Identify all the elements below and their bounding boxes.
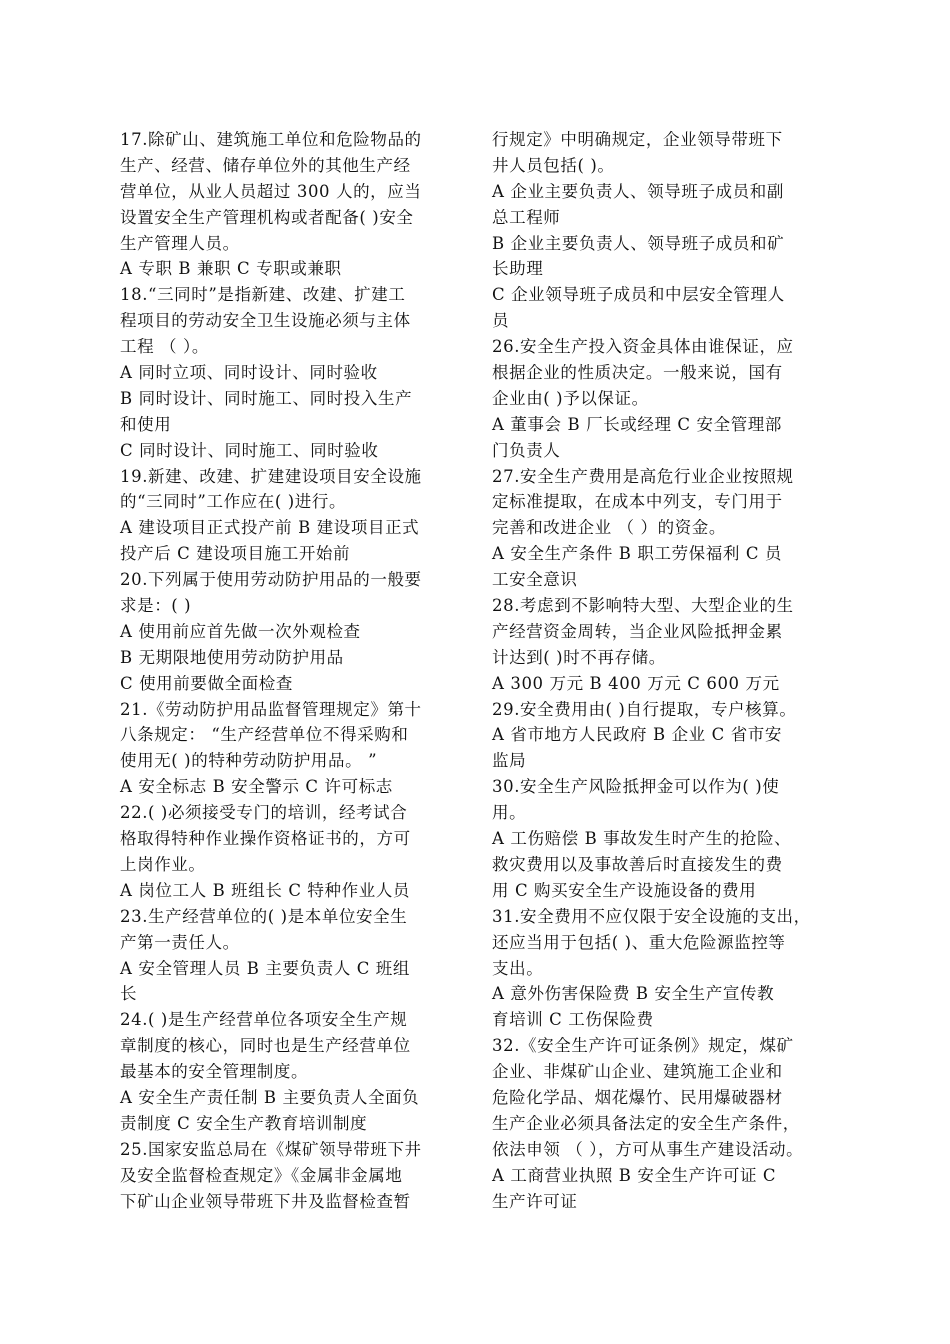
left-column-line: 24.( )是生产经营单位各项安全生产规 [120, 1010, 408, 1030]
right-column-line: A 企业主要负责人、领导班子成员和副 [492, 181, 784, 201]
left-column-line: A 安全标志 B 安全警示 C 许可标志 [120, 777, 393, 797]
right-column-line: A 董事会 B 厂长或经理 C 安全管理部 [492, 414, 782, 434]
right-column-line: 用。 [492, 803, 527, 823]
right-column-line: A 意外伤害保险费 B 安全生产宣传教 [492, 984, 775, 1004]
right-column-line: 行规定》中明确规定，企业领导带班下 [492, 130, 783, 149]
right-column-line: C 企业领导班子成员和中层安全管理人 [492, 285, 785, 305]
right-column-line: 企业由( )予以保证。 [492, 388, 649, 408]
right-column-line: 救灾费用以及事故善后时直接发生的费 [492, 854, 783, 874]
left-column-line: 营单位，从业人员超过 300 人的，应当 [120, 181, 422, 201]
right-column-line: A 安全生产条件 B 职工劳保福利 C 员 [492, 544, 782, 564]
left-column-line: 21.《劳动防护用品监督管理规定》第十 [120, 699, 422, 719]
left-column-line: A 岗位工人 B 班组长 C 特种作业人员 [120, 880, 410, 900]
left-column-line: 上岗作业。 [120, 854, 206, 874]
left-column-line: A 建设项目正式投产前 B 建设项目正式 [120, 518, 420, 538]
left-column-line: 长 [120, 984, 138, 1004]
left-column-line: A 专职 B 兼职 C 专职或兼职 [120, 259, 342, 279]
right-column-line: 长助理 [492, 259, 544, 279]
left-column-line: A 安全管理人员 B 主要负责人 C 班组 [120, 958, 410, 978]
right-column-line: 27.安全生产费用是高危行业企业按照规 [492, 466, 794, 486]
left-column-line: 产第一责任人。 [120, 932, 240, 952]
left-column-line: A 安全生产责任制 B 主要负责人全面负 [120, 1087, 420, 1107]
right-column-line: 依法申领 （ ），方可从事生产建设活动。 [492, 1139, 804, 1159]
left-text-column [120, 127, 462, 1214]
left-column-line: B 同时设计、同时施工、同时投入生产 [120, 388, 413, 408]
right-column-line: 32.《安全生产许可证条例》规定，煤矿 [492, 1036, 794, 1056]
right-column-line: 26.安全生产投入资金具体由谁保证，应 [492, 337, 794, 357]
right-column-line: 工安全意识 [492, 570, 578, 590]
right-column-line: 31.安全费用不应仅限于安全设施的支出， [492, 906, 811, 926]
left-column-line: C 使用前要做全面检查 [120, 673, 293, 693]
left-column-line: 20.下列属于使用劳动防护用品的一般要 [120, 570, 422, 590]
left-column-line: 和使用 [120, 414, 172, 434]
right-column-line: 总工程师 [492, 207, 561, 227]
right-column-line: 计达到( )时不再存储。 [492, 647, 666, 667]
left-column-line: 22.( )必须接受专门的培训，经考试合 [120, 803, 408, 823]
left-column-line: 的“三同时”工作应在( )进行。 [120, 492, 347, 512]
right-column-line: 30.安全生产风险抵押金可以作为( )使 [492, 777, 780, 797]
right-column-line: 支出。 [492, 958, 544, 978]
right-column-line: 28.考虑到不影响特大型、大型企业的生 [492, 596, 794, 616]
left-column-line: 生产管理人员。 [120, 233, 240, 253]
right-column-line: 门负责人 [492, 440, 561, 460]
left-column-line: 求是：( ) [120, 596, 192, 616]
left-column-line: 生产、经营、储存单位外的其他生产经 [120, 155, 411, 175]
right-column-line: 生产许可证 [492, 1191, 578, 1211]
left-column-line: 章制度的核心，同时也是生产经营单位 [120, 1036, 411, 1056]
right-column-line: 根据企业的性质决定。一般来说，国有 [492, 363, 783, 383]
right-column-line: B 企业主要负责人、领导班子成员和矿 [492, 233, 785, 253]
right-column-line: 生产企业必须具备法定的安全生产条件， [492, 1113, 800, 1133]
right-column-line: 企业、非煤矿山企业、建筑施工企业和 [492, 1062, 783, 1082]
right-text-column [492, 127, 830, 1214]
right-column-line: 定标准提取，在成本中列支，专门用于 [492, 492, 783, 512]
left-column-line: 格取得特种作业操作资格证书的，方可 [120, 829, 411, 849]
left-column-line: 最基本的安全管理制度。 [120, 1062, 309, 1082]
left-column-line: 工程 （ ）。 [120, 337, 209, 357]
left-column-line: C 同时设计、同时施工、同时验收 [120, 440, 379, 460]
left-column-line: B 无期限地使用劳动防护用品 [120, 647, 344, 667]
left-column-line: 使用无( )的特种劳动防护用品。 ” [120, 751, 378, 771]
right-column-line: 井人员包括( )。 [492, 155, 615, 175]
right-column-line: 危险化学品、烟花爆竹、民用爆破器材 [492, 1087, 783, 1107]
left-column-line: 23.生产经营单位的( )是本单位安全生 [120, 906, 408, 926]
right-column-line: A 工商营业执照 B 安全生产许可证 C [492, 1165, 777, 1185]
left-column-line: 下矿山企业领导带班下井及监督检查暂 [120, 1191, 411, 1211]
left-column-line: 25.国家安监总局在《煤矿领导带班下井 [120, 1139, 422, 1159]
left-column-line: 18.“三同时”是指新建、改建、扩建工 [120, 285, 406, 305]
left-column-line: 设置安全生产管理机构或者配备( )安全 [120, 207, 414, 227]
right-column-line: 29.安全费用由( )自行提取，专户核算。 [492, 699, 797, 719]
right-column-line: A 省市地方人民政府 B 企业 C 省市安 [492, 725, 782, 745]
right-column-line: 产经营资金周转，当企业风险抵押金累 [492, 621, 783, 641]
right-column-line: 育培训 C 工伤保险费 [492, 1010, 654, 1030]
left-column-line: 程项目的劳动安全卫生设施必须与主体 [120, 311, 411, 331]
left-column-line: 19.新建、改建、扩建建设项目安全设施 [120, 466, 422, 486]
right-column-line: A 工伤赔偿 B 事故发生时产生的抢险、 [492, 829, 792, 849]
left-column-line: A 使用前应首先做一次外观检查 [120, 621, 361, 641]
left-column-line: 及安全监督检查规定》《金属非金属地 [120, 1165, 403, 1185]
left-column-line: 责制度 C 安全生产教育培训制度 [120, 1113, 368, 1133]
right-column-line: 员 [492, 311, 510, 331]
left-column-line: 17.除矿山、建筑施工单位和危险物品的 [120, 130, 422, 149]
right-column-line: 还应当用于包括( )、重大危险源监控等 [492, 932, 786, 952]
left-column-line: 八条规定： “生产经营单位不得采购和 [120, 725, 409, 745]
left-column-line: 投产后 C 建设项目施工开始前 [120, 544, 351, 564]
right-column-line: 用 C 购买安全生产设施设备的费用 [492, 880, 757, 900]
right-column-line: 监局 [492, 751, 527, 771]
left-column-line: A 同时立项、同时设计、同时验收 [120, 363, 378, 383]
right-column-line: A 300 万元 B 400 万元 C 600 万元 [492, 673, 780, 693]
right-column-line: 完善和改进企业 （ ）的资金。 [492, 518, 726, 538]
